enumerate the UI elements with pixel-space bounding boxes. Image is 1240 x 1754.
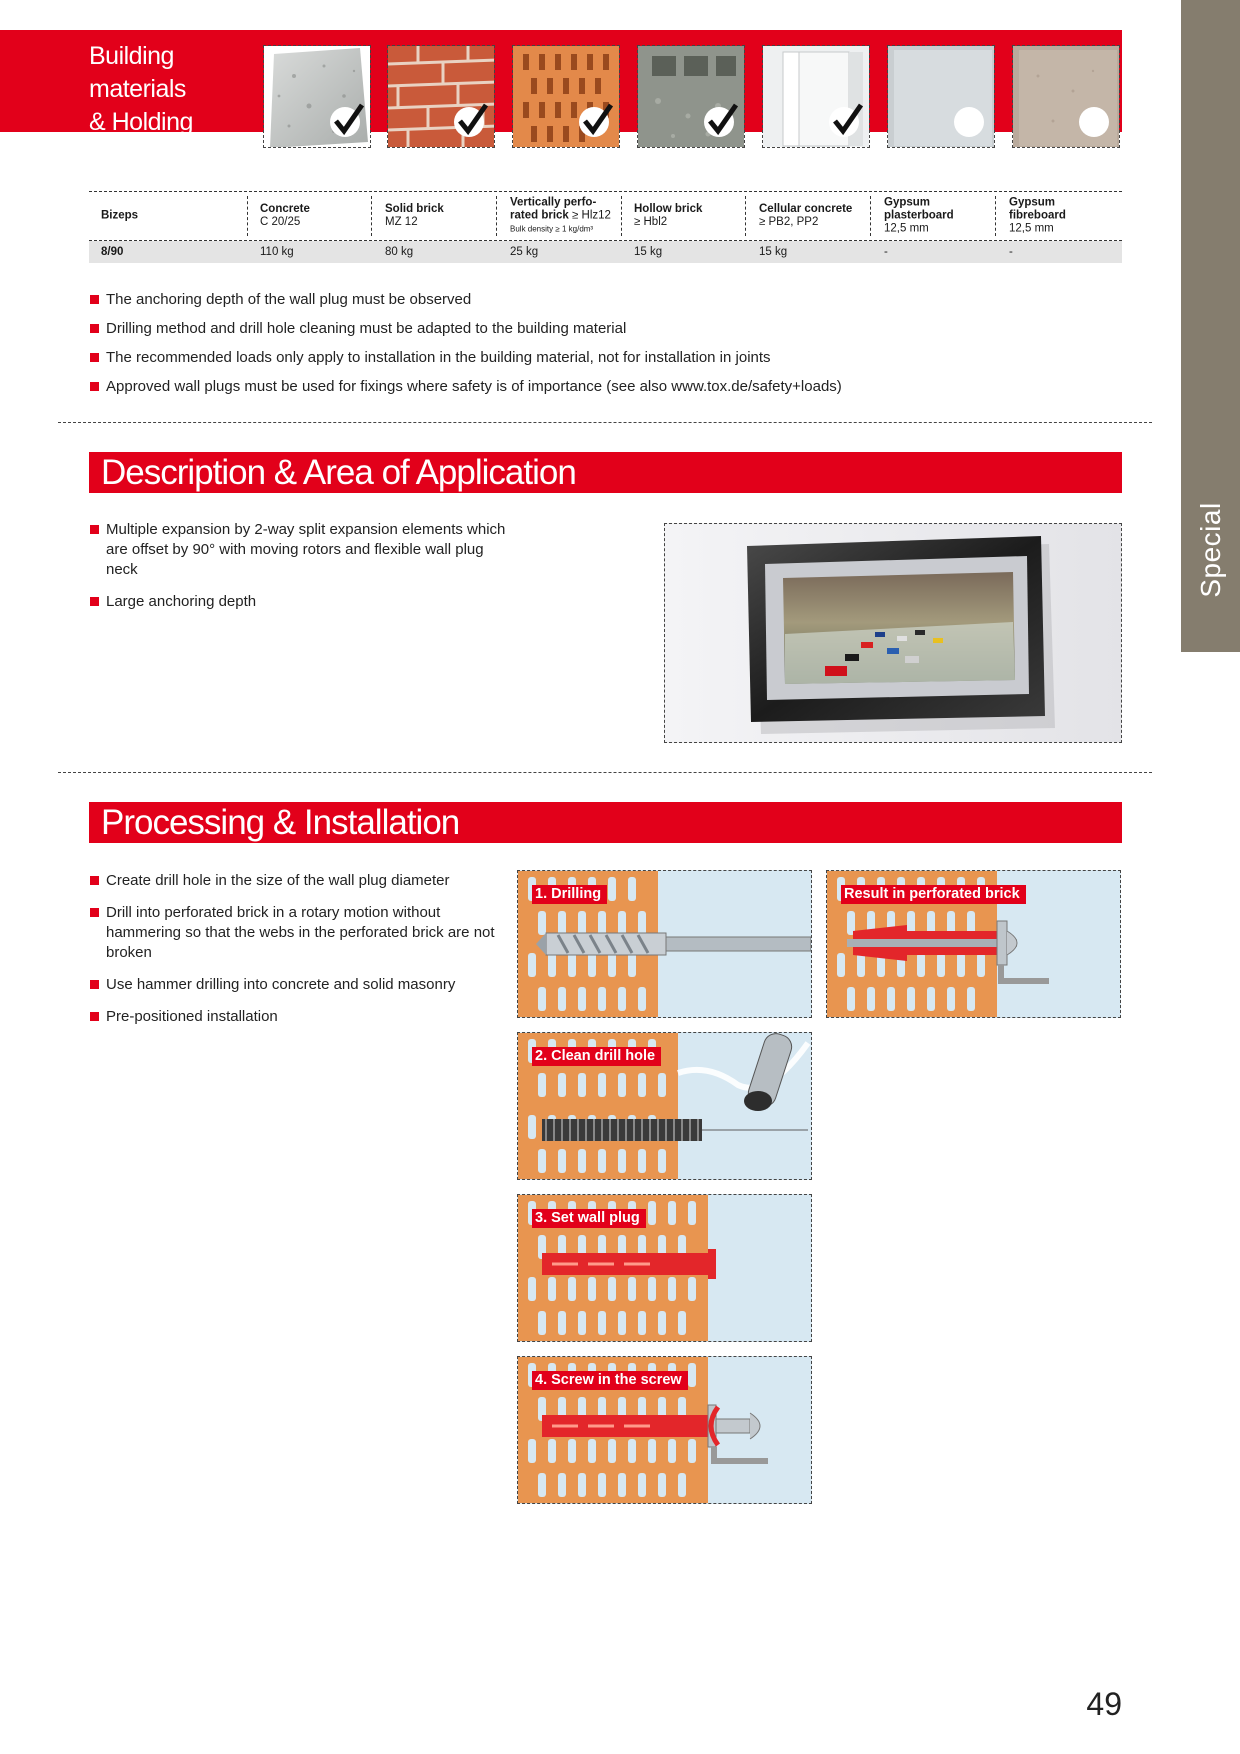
dot-icon: [1079, 107, 1109, 137]
table-header-solid-brick: Solid brick MZ 12: [385, 203, 444, 228]
check-icon: [829, 107, 859, 137]
dot-icon: [954, 107, 984, 137]
list-item: Pre-positioned installation: [89, 1007, 499, 1027]
divider: [58, 772, 1152, 773]
description-title: Description & Area of Application: [101, 453, 576, 492]
table-header-hollow-brick: Hollow brick ≥ Hbl2: [634, 203, 703, 228]
table-header-gypsum-plasterboard: Gypsum plasterboard 12,5 mm: [884, 196, 954, 235]
notes-list: [89, 290, 1129, 397]
header-title-line1: Building materials: [89, 42, 186, 103]
list-item: Drilling method and drill hole cleaning must be adapted to the building material: [89, 319, 1129, 339]
table-cell-gypsum-plasterboard: -: [884, 246, 888, 258]
step-label-set-plug: 3. Set wall plug: [532, 1209, 646, 1228]
table-cell-cellular-concrete: 15 kg: [759, 246, 788, 258]
list-item: Create drill hole in the size of the wall plug diameter: [89, 871, 499, 891]
table-header-perforated-brick: Vertically perfo- rated brick ≥ Hlz12 Bulk density ≥ 1 kg/dm³: [510, 196, 611, 234]
page-number: 49: [1086, 1686, 1122, 1722]
table-header-bizeps: Bizeps: [101, 209, 139, 222]
table-cell-hollow-brick: 15 kg: [634, 246, 663, 258]
processing-title: Processing & Installation: [101, 803, 460, 842]
check-icon: [454, 107, 484, 137]
table-header: [89, 191, 1122, 241]
table-cell-concrete: 110 kg: [260, 246, 294, 258]
check-icon: [579, 107, 609, 137]
material-swatch-gypsum-fibreboard: [1012, 45, 1120, 148]
processing-list: [89, 871, 499, 1027]
list-item: Use hammer drilling into concrete and solid masonry: [89, 975, 499, 995]
step-label-clean: 2. Clean drill hole: [532, 1047, 661, 1066]
processing-section-bar: [89, 802, 1122, 843]
side-tab-label: Special: [1194, 502, 1226, 598]
material-swatch-perforated-brick: [512, 45, 620, 148]
table-cell-gypsum-fibreboard: -: [1009, 246, 1013, 258]
step-drilling: [517, 870, 812, 1018]
header-title-line2: & Holding values: [89, 108, 193, 169]
step-result: [826, 870, 1121, 1018]
material-swatch-gypsum-plasterboard: [887, 45, 995, 148]
material-swatch-hollow-brick: [637, 45, 745, 148]
step-clean: [517, 1032, 812, 1180]
table-header-cellular-concrete: Cellular concrete ≥ PB2, PP2: [759, 203, 853, 228]
list-item: Drill into perforated brick in a rotary motion without hammering so that the webs in the perforated brick are not broken: [89, 903, 499, 963]
material-swatch-solid-brick: [387, 45, 495, 148]
list-item: The recommended loads only apply to installation in the building material, not for installation in joints: [89, 348, 1129, 368]
step-label-screw: 4. Screw in the screw: [532, 1371, 688, 1390]
side-tab: [1181, 0, 1240, 652]
description-list: [89, 520, 509, 612]
table-header-gypsum-fibreboard: Gypsum fibreboard 12,5 mm: [1009, 196, 1066, 235]
list-item: The anchoring depth of the wall plug must be observed: [89, 290, 1129, 310]
table-cell-perforated-brick: 25 kg: [510, 246, 539, 258]
material-swatch-cellular-concrete: [762, 45, 870, 148]
list-item: Multiple expansion by 2-way split expansion elements which are offset by 90° with moving rotors and flexible wall plug neck: [89, 520, 509, 580]
tv-image: [665, 524, 1121, 742]
step-label-drilling: 1. Drilling: [532, 885, 607, 904]
table-header-concrete: Concrete C 20/25: [260, 203, 310, 228]
list-item: Approved wall plugs must be used for fixings where safety is of importance (see also www.tox.de/safety+loads): [89, 377, 1129, 397]
check-icon: [704, 107, 734, 137]
description-section-bar: [89, 452, 1122, 493]
step-set-plug: [517, 1194, 812, 1342]
list-item: Large anchoring depth: [89, 592, 509, 612]
table-cell-type: 8/90: [101, 246, 124, 258]
divider: [58, 422, 1152, 423]
table-row: [89, 241, 1122, 263]
check-icon: [330, 107, 360, 137]
step-screw: [517, 1356, 812, 1504]
header-title: [89, 40, 264, 172]
holding-values-table: [89, 191, 1122, 263]
material-swatch-concrete: [263, 45, 371, 148]
tv-wall-photo: [664, 523, 1122, 743]
step-label-result: Result in perforated brick: [841, 885, 1026, 904]
table-cell-solid-brick: 80 kg: [385, 246, 414, 258]
